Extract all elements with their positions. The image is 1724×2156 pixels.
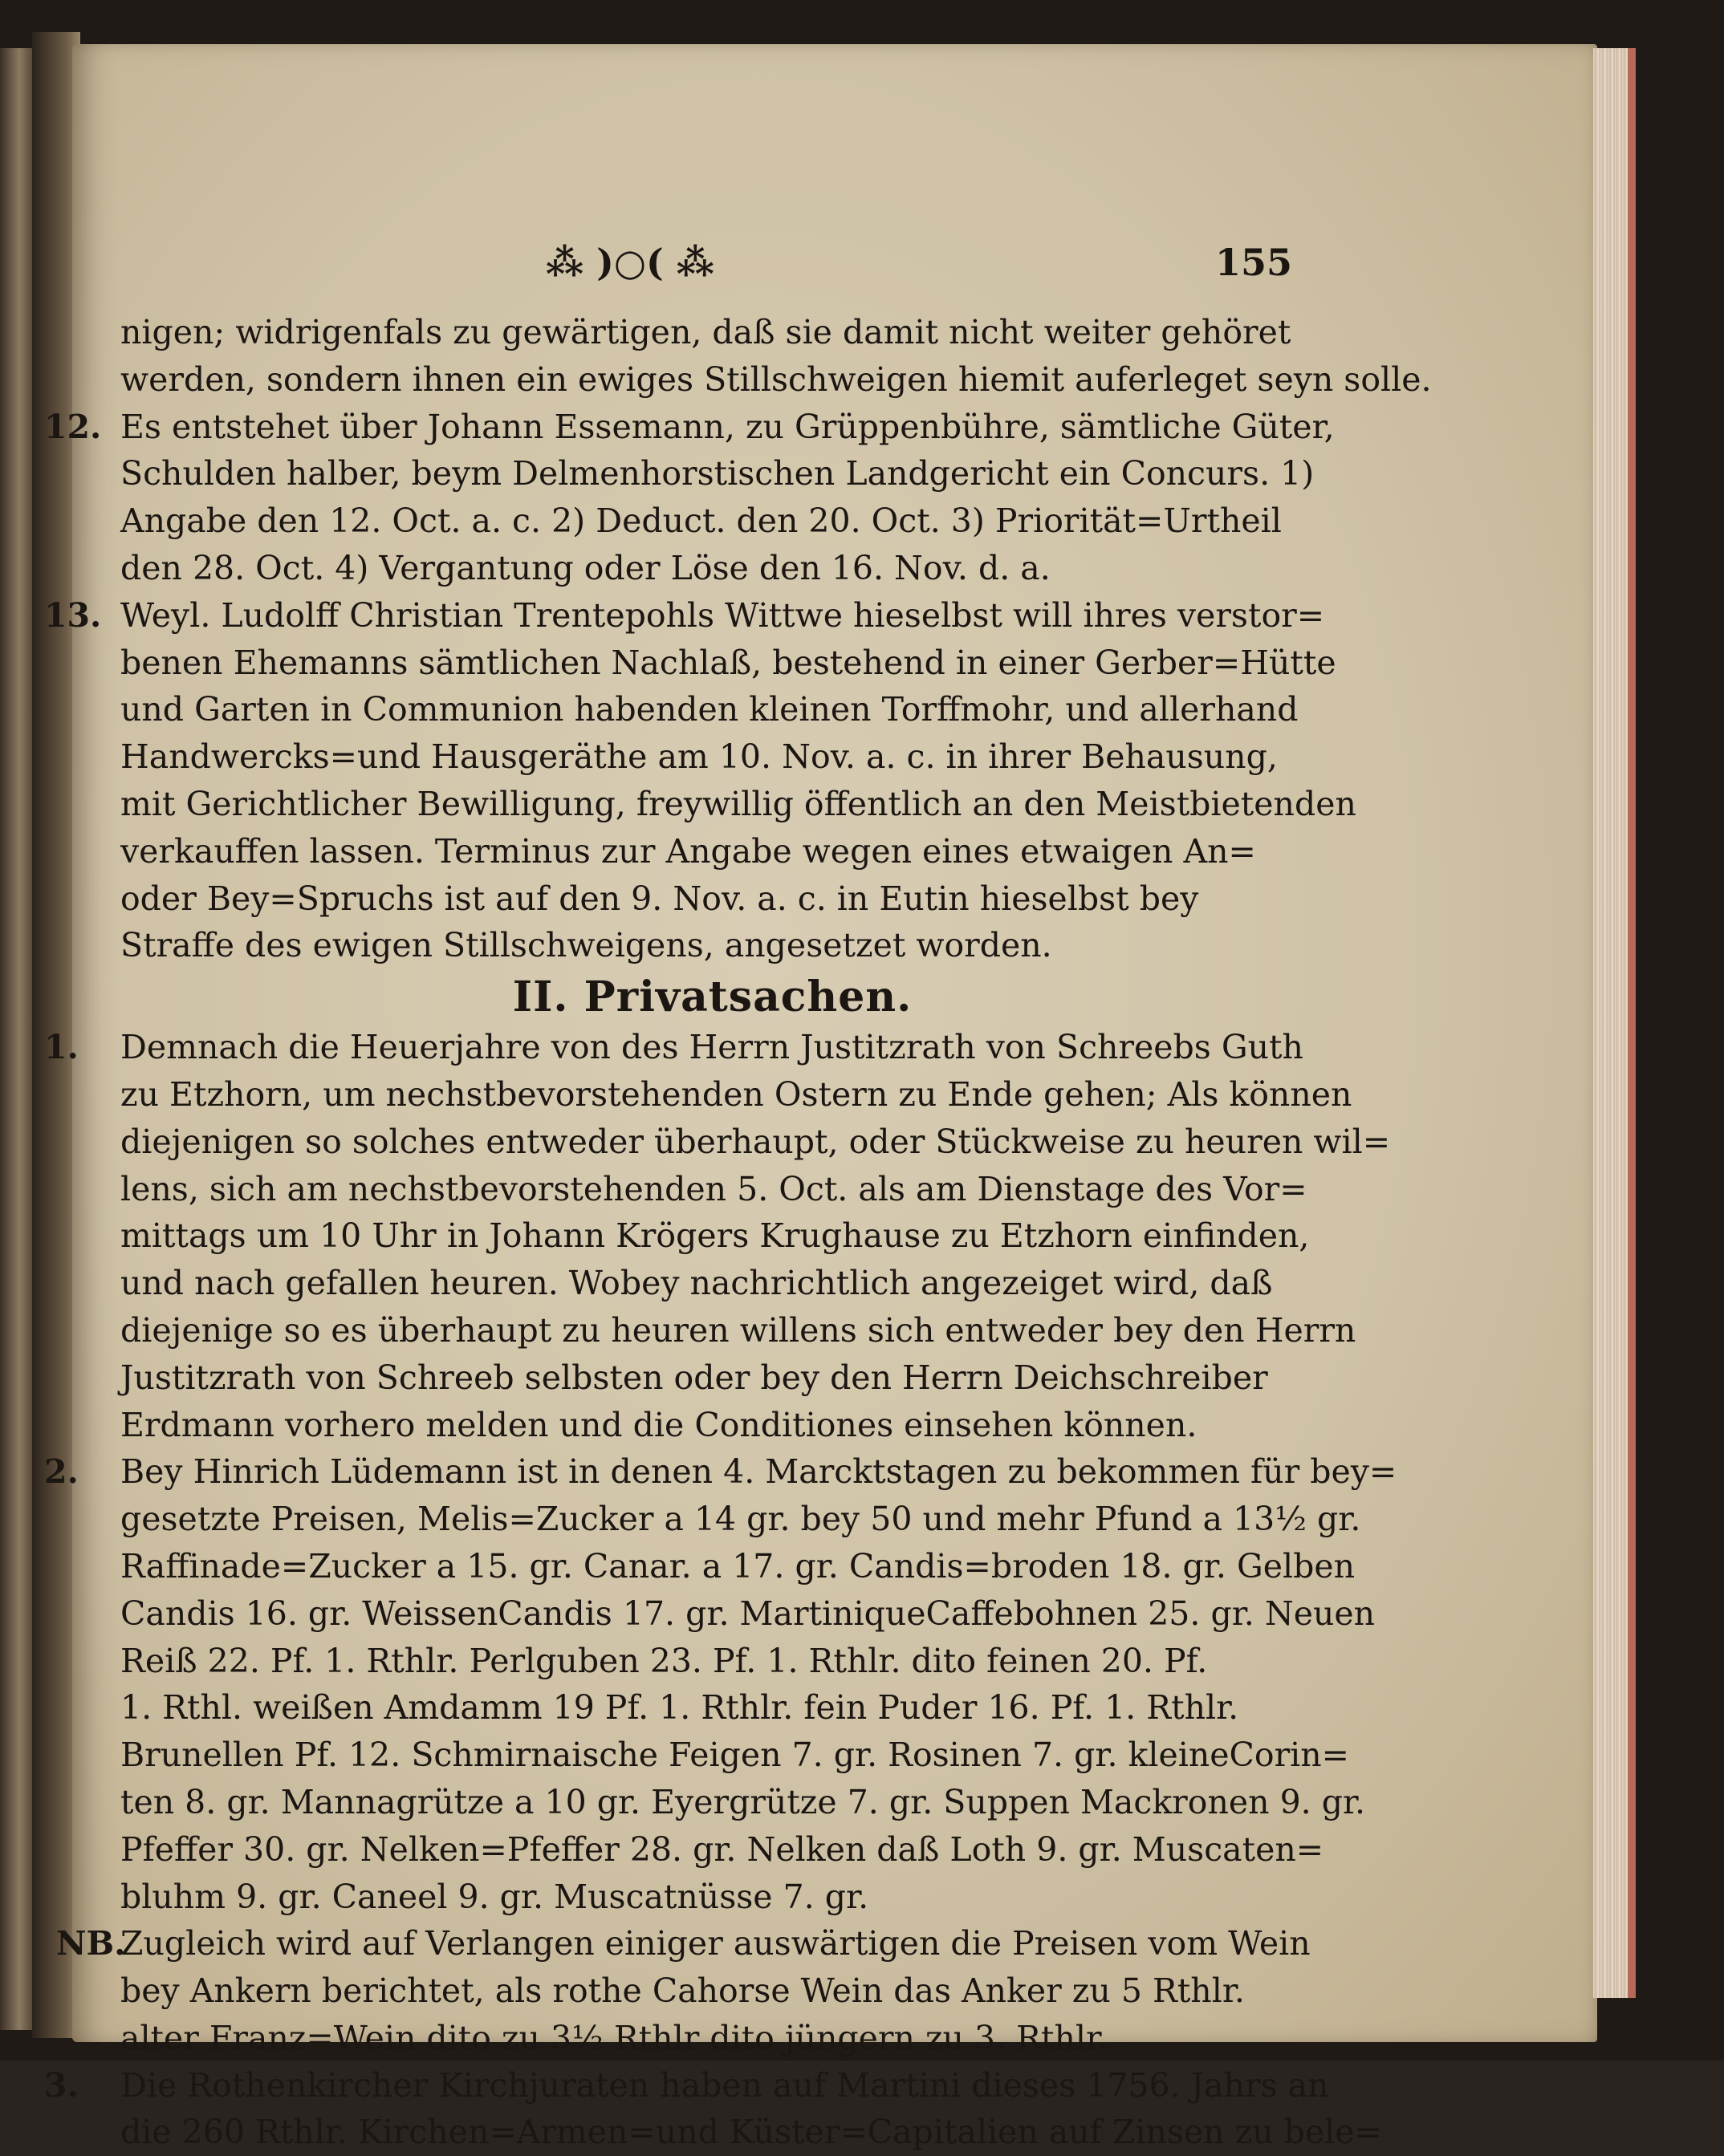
entry-number: 3. <box>44 2065 79 2105</box>
text-line: den 28. Oct. 4) Vergantung oder Löse den 16. Nov. d. a. <box>120 548 1051 587</box>
text-line: Raffinade=Zucker a 15. gr. Canar. a 17. gr. Candis=broden 18. gr. Gelben <box>120 1546 1356 1586</box>
entry-number: 12. <box>44 407 102 446</box>
text-line: alter Franz=Wein dito zu 3½ Rthlr dito jüngern zu 3. Rthlr. <box>120 2018 1109 2057</box>
text-line: Die Rothenkircher Kirchjuraten haben auf Martini dieses 1756. Jahrs an <box>120 2065 1329 2105</box>
text-line: werden, sondern ihnen ein ewiges Stillschweigen hiemit auferleget seyn solle. <box>120 359 1432 399</box>
text-line: Angabe den 12. Oct. a. c. 2) Deduct. den 20. Oct. 3) Priorität=Urtheil <box>120 501 1282 541</box>
text-line: Weyl. Ludolff Christian Trentepohls Wittwe hieselbst will ihres verstor= <box>120 595 1325 635</box>
text-line: mittags um 10 Uhr in Johann Krögers Krughause zu Etzhorn einfinden, <box>120 1216 1310 1256</box>
text-line: Es entstehet über Johann Essemann, zu Grüppenbühre, sämtliche Güter, <box>120 407 1335 446</box>
text-line: Erdmann vorhero melden und die Conditiones einsehen können. <box>120 1405 1197 1444</box>
nota-bene <box>56 1920 1311 2061</box>
entry-1 <box>44 1024 1391 1448</box>
page-text <box>44 309 1432 2156</box>
entry-continuation <box>120 309 1432 404</box>
text-line: Handwercks=und Hausgeräthe am 10. Nov. a. c. in ihrer Behausung, <box>120 737 1278 777</box>
text-line: Pfeffer 30. gr. Nelken=Pfeffer 28. gr. Nelken daß Loth 9. gr. Muscaten= <box>120 1829 1324 1869</box>
text-line: diejenigen so solches entweder überhaupt, oder Stückweise zu heuren wil= <box>120 1122 1391 1161</box>
text-line: Brunellen Pf. 12. Schmirnaische Feigen 7. gr. Rosinen 7. gr. kleineCorin= <box>120 1736 1350 1775</box>
text-line: verkauffen lassen. Terminus zur Angabe wegen eines etwaigen An= <box>120 831 1256 871</box>
text-line: lens, sich am nechstbevorstehenden 5. Oct. als am Dienstage des Vor= <box>120 1169 1307 1208</box>
text-line: bluhm 9. gr. Caneel 9. gr. Muscatnüsse 7. gr. <box>120 1877 869 1916</box>
page-number: 155 <box>1214 241 1292 284</box>
entry-number: 13. <box>44 595 102 635</box>
text-line: gesetzte Preisen, Melis=Zucker a 14 gr. bey 50 und mehr Pfund a 13½ gr. <box>120 1500 1361 1539</box>
text-line: Justitzrath von Schreeb selbsten oder bey den Herrn Deichschreiber <box>120 1358 1268 1397</box>
text-line: nigen; widrigenfals zu gewärtigen, daß sie damit nicht weiter gehöret <box>120 313 1291 351</box>
header-ornament: ⁂ )○( ⁂ <box>546 241 714 284</box>
entry-2 <box>44 1448 1397 1920</box>
text-line: und Garten in Communion habenden kleinen Torffmohr, und allerhand <box>120 690 1299 729</box>
entry-number: 1. <box>44 1028 79 1067</box>
text-line: oder Bey=Spruchs ist auf den 9. Nov. a. c. in Eutin hieselbst bey <box>120 879 1199 918</box>
section-heading: II. Privatsachen. <box>512 972 913 1022</box>
entry-number: 2. <box>44 1452 79 1492</box>
text-line: Straffe des ewigen Stillschweigens, angesetzet worden. <box>120 926 1052 965</box>
text-line: benen Ehemanns sämtlichen Nachlaß, bestehend in einer Gerber=Hütte <box>120 643 1336 682</box>
text-line: Candis 16. gr. WeissenCandis 17. gr. MartiniqueCaffebohnen 25. gr. Neuen <box>120 1594 1376 1633</box>
left-page-edge <box>0 48 32 2030</box>
red-edge-trim <box>1628 48 1636 1998</box>
text-line: mit Gerichtlicher Bewilligung, freywillig öffentlich an den Meistbietenden <box>120 784 1356 823</box>
text-line: die 260 Rthlr. Kirchen=Armen=und Küster=Capitalien auf Zinsen zu bele= <box>120 2113 1382 2152</box>
text-line: 1. Rthl. weißen Amdamm 19 Pf. 1. Rthlr. fein Puder 16. Pf. 1. Rthlr. <box>120 1688 1239 1728</box>
text-line: Schulden halber, beym Delmenhorstischen Landgericht ein Concurs. 1) <box>120 454 1315 493</box>
text-line: Bey Hinrich Lüdemann ist in denen 4. Marcktstagen zu bekommen für bey= <box>120 1452 1397 1492</box>
nb-label: NB. <box>56 1924 126 1963</box>
page-edges <box>1593 48 1632 1998</box>
text-line: zu Etzhorn, um nechstbevorstehenden Ostern zu Ende gehen; Als können <box>120 1074 1352 1114</box>
text-line: Zugleich wird auf Verlangen einiger auswärtigen die Preisen vom Wein <box>120 1924 1311 1963</box>
entry-13 <box>44 592 1356 969</box>
entry-3 <box>44 2062 1382 2156</box>
text-line: Demnach die Heuerjahre von des Herrn Justitzrath von Schreebs Guth <box>120 1028 1303 1067</box>
running-header <box>514 241 1292 289</box>
text-line: diejenige so es überhaupt zu heuren willens sich entweder bey den Herrn <box>120 1310 1356 1350</box>
entry-12 <box>44 404 1335 592</box>
text-line: Reiß 22. Pf. 1. Rthlr. Perlguben 23. Pf. 1. Rthlr. dito feinen 20. Pf. <box>120 1641 1208 1680</box>
text-line: ten 8. gr. Mannagrütze a 10 gr. Eyergrütze 7. gr. Suppen Mackronen 9. gr. <box>120 1782 1366 1821</box>
text-line: bey Ankern berichtet, als rothe Cahorse Wein das Anker zu 5 Rthlr. <box>120 1971 1245 2011</box>
text-line: und nach gefallen heuren. Wobey nachrichtlich angezeiget wird, daß <box>120 1264 1273 1303</box>
